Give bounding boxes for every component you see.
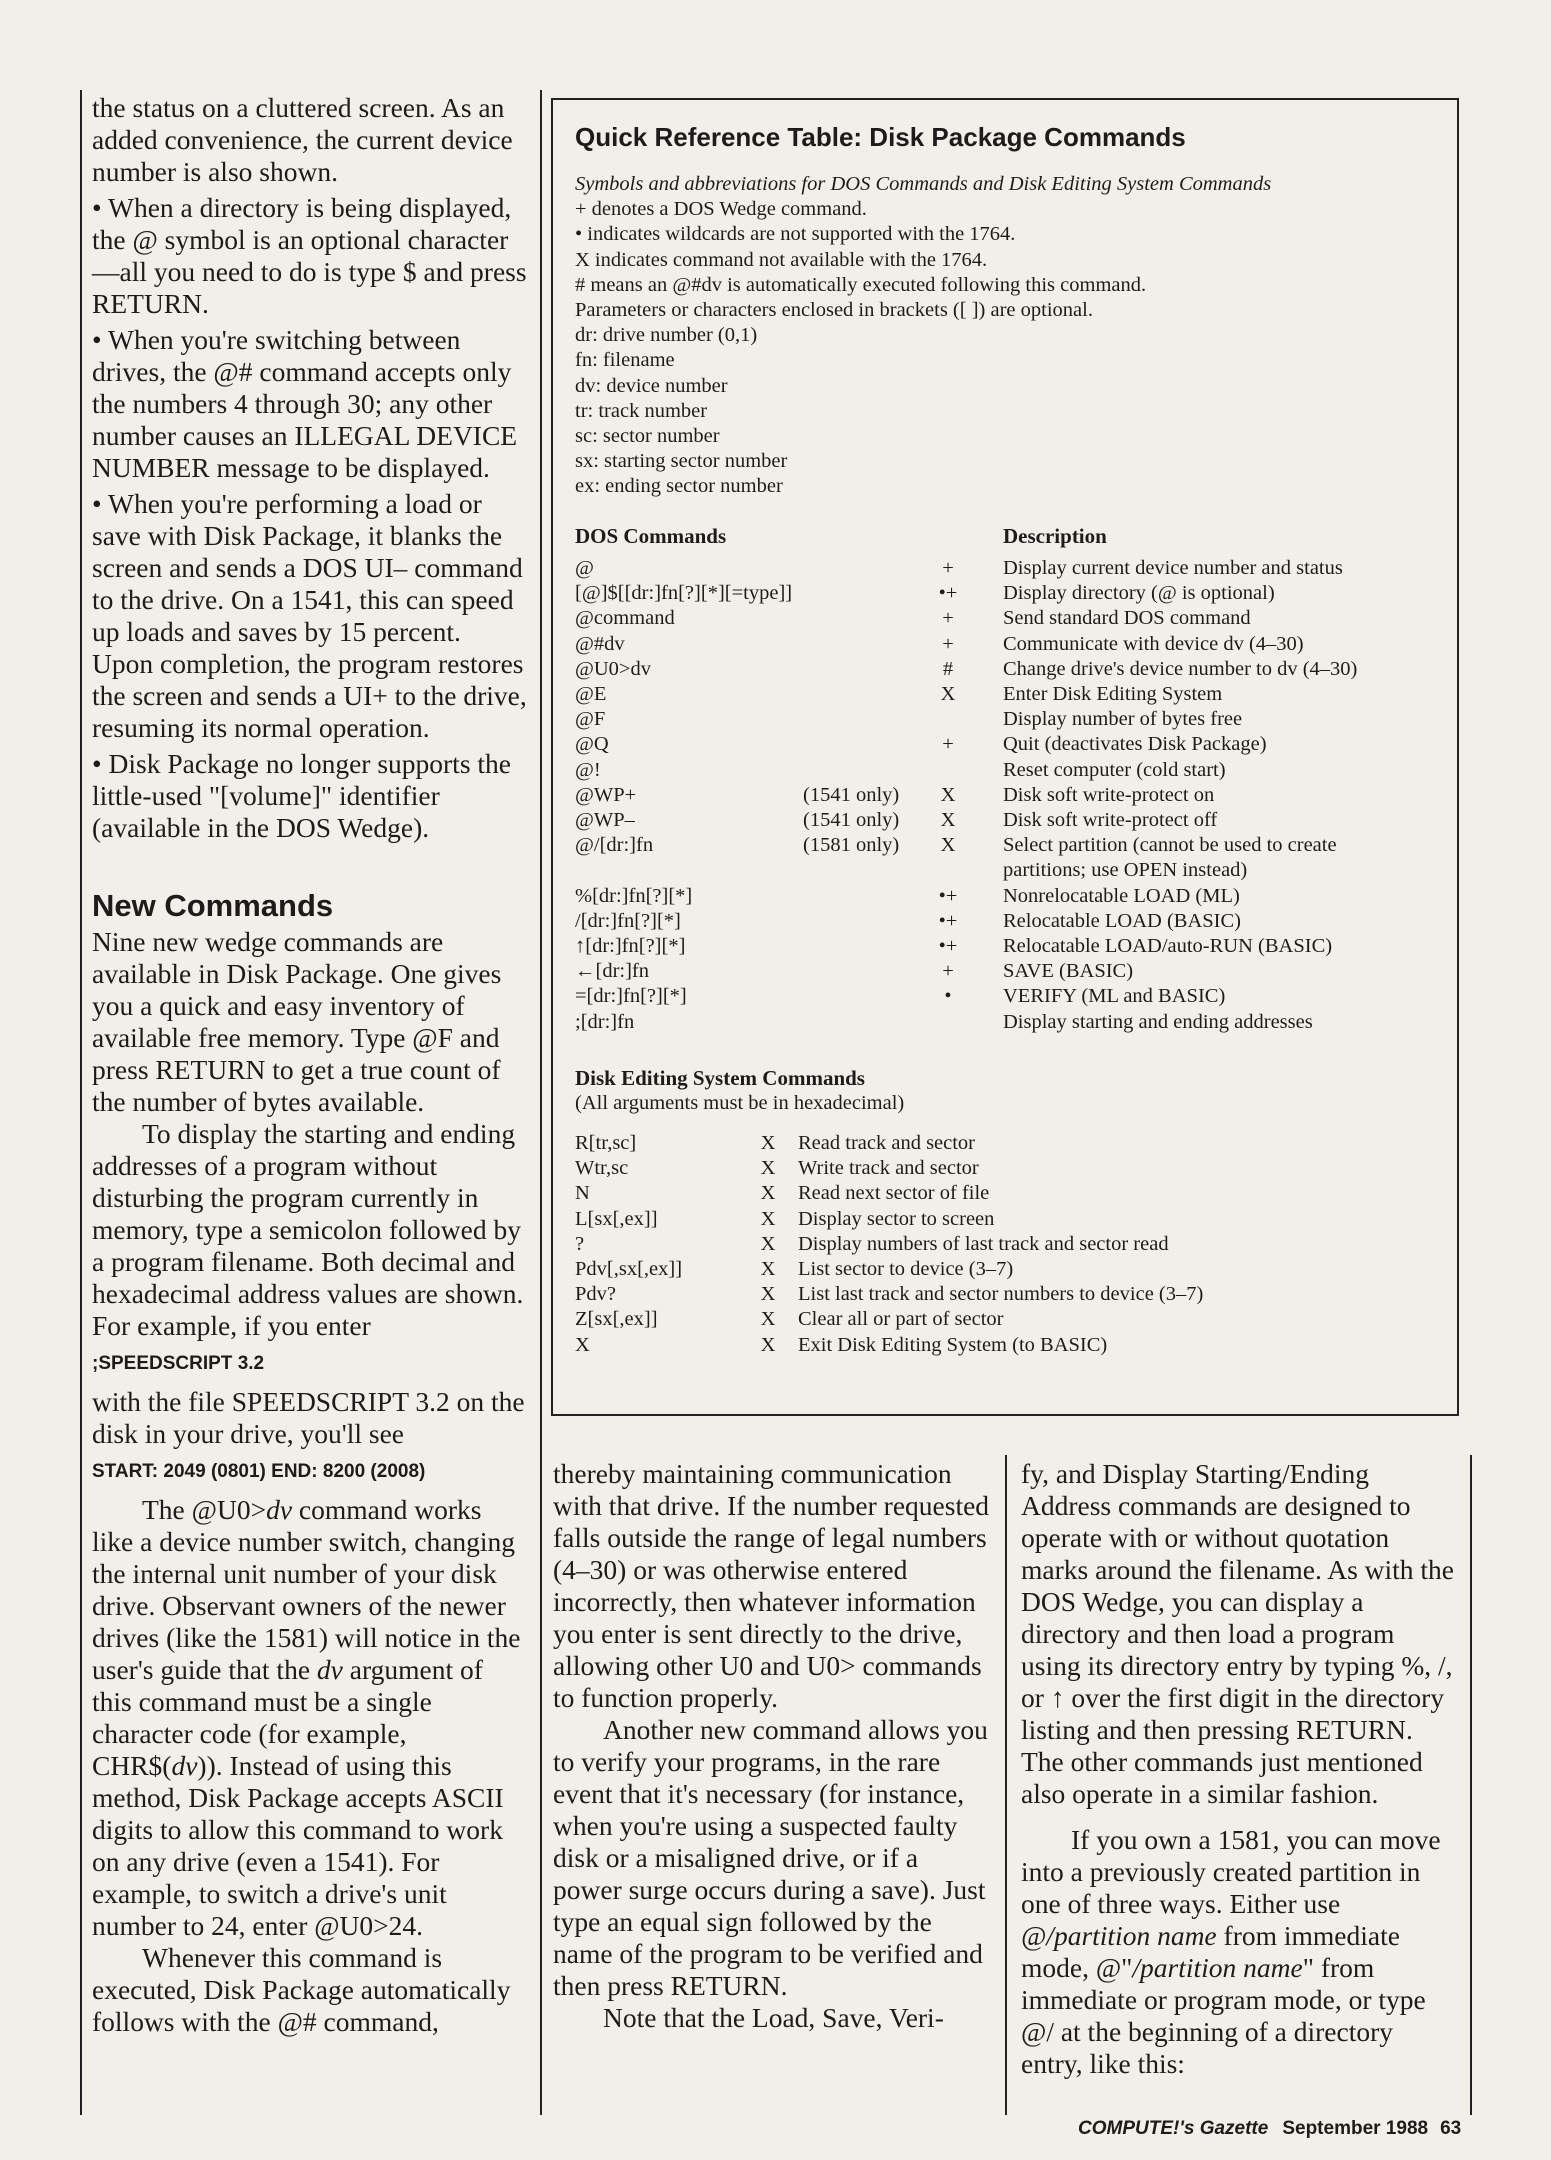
command-syntax: Z[sx[,ex]] — [575, 1308, 658, 1331]
command-note: (1581 only) — [803, 834, 900, 857]
symbol-line: sc: sector number — [575, 425, 720, 448]
command-description: Communicate with device dv (4–30) — [1003, 632, 1304, 655]
symbol-line: Parameters or characters enclosed in brackets ([ ]) are optional. — [575, 299, 1093, 322]
paragraph: Whenever this command is executed, Disk Package automatically follows with the @# command, — [92, 1942, 511, 2037]
command-description: SAVE (BASIC) — [1003, 960, 1134, 983]
column-rule-3 — [1470, 1455, 1472, 2115]
dos-command-row — [553, 959, 1453, 984]
command-syntax: @#dv — [575, 632, 625, 655]
column-4 — [1021, 1458, 1458, 2080]
dos-command-row — [553, 984, 1453, 1009]
issue-date: September 1988 — [1282, 2118, 1429, 2139]
command-description: Exit Disk Editing System (to BASIC) — [798, 1333, 1108, 1356]
dos-command-row — [553, 758, 1453, 783]
command-description: Display sector to screen — [798, 1207, 995, 1230]
command-flag: X — [760, 1333, 776, 1356]
dos-command-row — [553, 581, 1453, 606]
command-flag: X — [760, 1157, 776, 1180]
command-description: Read track and sector — [798, 1132, 976, 1154]
symbol-line: sx: starting sector number — [575, 450, 788, 473]
disk-editing-row — [553, 1282, 1453, 1307]
disk-editing-header: Disk Editing System Commands — [575, 1066, 865, 1090]
disk-editing-subheader: (All arguments must be in hexadecimal) — [575, 1092, 905, 1114]
symbol-line: X indicates command not available with the 1764. — [575, 248, 988, 271]
dos-command-row — [553, 909, 1453, 934]
command-description: Enter Disk Editing System — [1003, 683, 1223, 705]
symbol-line: dr: drive number (0,1) — [575, 324, 758, 347]
paragraph: thereby maintaining communication with that drive. If the number requested falls outside the range of legal numbers (4–30) or was otherwise entered incorrectly, then whatever information you enter is sent directly to the drive, allowing other U0 and U0> commands to function properly. — [553, 1458, 990, 1713]
symbols-title: Symbols and abbreviations for DOS Commands and Disk Editing System Commands — [575, 173, 1272, 195]
command-syntax: N — [575, 1182, 590, 1205]
bullet-paragraph: • Disk Package no longer supports the little-used "[volume]" identifier (available in the DOS Wedge). — [92, 748, 511, 843]
dos-command-row — [553, 934, 1453, 959]
command-description: Display numbers of last track and sector read — [798, 1232, 1169, 1255]
paragraph: the status on a cluttered screen. As an added convenience, the current device number is also shown. — [92, 92, 513, 187]
command-description: Quit (deactivates Disk Package) — [1003, 733, 1267, 756]
command-flag: + — [942, 960, 954, 983]
disk-editing-row — [553, 1232, 1453, 1257]
command-flag: + — [942, 632, 954, 655]
description-header: Description — [1003, 524, 1107, 548]
quick-reference-box — [551, 98, 1459, 1416]
command-syntax: @F — [575, 708, 606, 731]
command-syntax: L[sx[,ex]] — [575, 1207, 658, 1230]
command-flag: + — [942, 557, 954, 579]
paragraph: Nine new wedge commands are available in Disk Package. One gives you a quick and easy inventory of available free memory. Type @F and press RETURN to get a true count of the number of bytes available. — [92, 926, 502, 1117]
text-run: from immediate mode, @" — [1021, 1920, 1400, 1983]
command-flag: X — [760, 1207, 776, 1230]
command-flag: •+ — [938, 884, 958, 907]
command-description: Relocatable LOAD (BASIC) — [1003, 909, 1241, 932]
command-syntax: @command — [575, 607, 675, 630]
paragraph — [92, 1494, 528, 1942]
dos-command-row — [553, 707, 1453, 732]
code-output: START: 2049 (0801) END: 8200 (2008) — [92, 1461, 426, 1482]
command-flag: + — [942, 607, 954, 630]
italic-term: dv — [266, 1494, 293, 1525]
dos-command-row — [553, 732, 1453, 757]
dos-command-row — [553, 657, 1453, 682]
symbol-line: + denotes a DOS Wedge command. — [575, 198, 867, 221]
command-syntax: @U0>dv — [575, 657, 651, 680]
command-description: Disk soft write-protect off — [1003, 809, 1218, 831]
command-description: Display starting and ending addresses — [1003, 1010, 1313, 1033]
dos-commands-header: DOS Commands — [575, 524, 727, 548]
column-3 — [553, 1458, 990, 2034]
command-description: Display directory (@ is optional) — [1003, 582, 1275, 605]
command-flag: X — [940, 834, 956, 857]
column-1 — [92, 92, 528, 2038]
paragraph: Another new command allows you to verify your programs, in the rare event that it's necessary (for instance, when you're using a suspected faulty disk or a misaligned drive, or if a power surge occurs during a save). Just type an equal sign followed by the name of the program to be verified and then press RETURN. — [553, 1714, 988, 2001]
box-title: Quick Reference Table: Disk Package Commands — [575, 122, 1186, 152]
bullet-paragraph: • When you're switching between drives, the @# command accepts only the numbers 4 through 30; any other number causes an ILLEGAL DEVICE NUMBER message to be displayed. — [92, 324, 518, 483]
symbol-line: dv: device number — [575, 374, 728, 397]
symbol-line: • indicates wildcards are not supported with the 1764. — [575, 223, 1016, 246]
command-flag: X — [760, 1308, 776, 1331]
command-flag: X — [760, 1232, 776, 1255]
command-description: Clear all or part of sector — [798, 1308, 1004, 1331]
command-description: Nonrelocatable LOAD (ML) — [1003, 884, 1240, 907]
command-description: Display current device number and status — [1003, 557, 1343, 579]
symbol-line: # means an @#dv is automatically executed following this command. — [575, 273, 1147, 296]
command-description: Read next sector of file — [798, 1182, 990, 1205]
section-heading: New Commands — [92, 888, 334, 923]
command-syntax: R[tr,sc] — [575, 1132, 637, 1154]
paragraph: with the file SPEEDSCRIPT 3.2 on the disk in your drive, you'll see — [92, 1386, 525, 1449]
page-footer — [1078, 2118, 1461, 2140]
command-flag: X — [760, 1132, 776, 1154]
command-syntax: %[dr:]fn[?][*] — [575, 884, 693, 907]
italic-term: dv — [316, 1654, 343, 1685]
command-description: Write track and sector — [798, 1157, 979, 1180]
command-syntax: ←[dr:]fn — [575, 960, 650, 983]
dos-command-row — [553, 783, 1453, 808]
command-flag: + — [942, 733, 954, 756]
command-syntax: [@]$[[dr:]fn[?][*][=type]] — [575, 582, 793, 605]
command-description: Reset computer (cold start) — [1003, 758, 1226, 781]
command-description: Select partition (cannot be used to create — [1003, 834, 1337, 857]
command-syntax: X — [575, 1333, 590, 1356]
symbol-line: fn: filename — [575, 349, 675, 372]
italic-term: /partition name — [1132, 1952, 1303, 1983]
command-flag: X — [760, 1182, 776, 1205]
command-syntax: @WP– — [575, 809, 635, 831]
command-syntax: Pdv? — [575, 1283, 616, 1306]
text-run: command works like a device number switch, changing the internal unit number of your disk drive. Observant owners of the newer drives (like the 1581) will notice in the user's guide that the — [92, 1494, 521, 1685]
command-description: Relocatable LOAD/auto-RUN (BASIC) — [1003, 935, 1333, 957]
command-description: Change drive's device number to dv (4–30) — [1003, 657, 1358, 680]
command-description: Send standard DOS command — [1003, 607, 1251, 630]
command-syntax: Wtr,sc — [575, 1157, 629, 1180]
command-description: partitions; use OPEN instead) — [1003, 859, 1248, 882]
command-flag: # — [942, 657, 954, 680]
command-syntax: ↑[dr:]fn[?][*] — [575, 935, 686, 957]
command-note: (1541 only) — [803, 783, 900, 806]
column-rule-1 — [540, 90, 542, 2115]
text-run: )). Instead of using this method, Disk Package accepts ASCII digits to allow this command to work on any drive (even a 1541). For example, to switch a drive's unit number to 24, enter @U0>24. — [92, 1750, 504, 1941]
dos-command-row — [553, 833, 1453, 858]
symbol-line: tr: track number — [575, 399, 708, 422]
disk-editing-row — [553, 1181, 1453, 1206]
command-flag: •+ — [938, 935, 958, 957]
code-example: ;SPEEDSCRIPT 3.2 — [92, 1353, 265, 1374]
column-rule-left — [80, 90, 82, 2115]
disk-editing-row — [553, 1156, 1453, 1181]
dos-command-row — [553, 858, 1453, 883]
command-flag: X — [760, 1283, 776, 1306]
command-syntax: @! — [575, 758, 601, 781]
text-run: argument of this command must be a single character code (for example, CHR$( — [92, 1654, 483, 1781]
command-flag: X — [940, 809, 956, 831]
command-flag: • — [944, 985, 952, 1008]
command-flag: •+ — [938, 582, 958, 605]
dos-command-row — [553, 682, 1453, 707]
command-description: Disk soft write-protect on — [1003, 783, 1215, 806]
disk-editing-row — [553, 1333, 1453, 1358]
dos-command-row — [553, 884, 1453, 909]
command-note: (1541 only) — [803, 809, 900, 831]
dos-command-row — [553, 556, 1453, 581]
publication-name: COMPUTE!'s Gazette — [1078, 2118, 1269, 2139]
text-run: The @U0> — [142, 1494, 267, 1525]
dos-command-row — [553, 808, 1453, 833]
command-syntax: @E — [575, 683, 607, 705]
paragraph — [1021, 1824, 1458, 2080]
dos-command-row — [553, 1010, 1453, 1035]
disk-editing-row — [553, 1257, 1453, 1282]
command-flag: •+ — [938, 909, 958, 932]
command-flag: X — [940, 683, 956, 705]
italic-term: @/partition name — [1021, 1920, 1217, 1951]
paragraph: fy, and Display Starting/Ending Address commands are designed to operate with or without quotation marks around the filename. As with the DOS Wedge, you can display a directory and then load a program using its directory entry by typing %, /, or ↑ over the first digit in the directory listing and then pressing RETURN. The other commands just mentioned also operate in a similar fashion. — [1021, 1458, 1455, 1809]
command-flag: X — [760, 1258, 776, 1280]
bullet-paragraph: • When a directory is being displayed, the @ symbol is an optional character—all you need to do is type $ and press RETURN. — [92, 192, 527, 319]
command-description: List last track and sector numbers to device (3–7) — [798, 1283, 1204, 1306]
disk-editing-row — [553, 1207, 1453, 1232]
command-syntax: ? — [575, 1232, 585, 1255]
disk-editing-row — [553, 1307, 1453, 1332]
command-syntax: =[dr:]fn[?][*] — [575, 985, 687, 1008]
command-flag: X — [940, 783, 956, 806]
paragraph: Note that the Load, Save, Veri- — [603, 2002, 944, 2033]
command-syntax: Pdv[,sx[,ex]] — [575, 1258, 683, 1280]
page-number: 63 — [1440, 2118, 1462, 2139]
symbols-legend — [575, 172, 1271, 500]
command-syntax: @Q — [575, 733, 609, 756]
dos-command-row — [553, 632, 1453, 657]
text-run: If you own a 1581, you can move into a previously created partition in one of three ways. Either use — [1021, 1824, 1441, 1919]
italic-term: dv — [171, 1750, 198, 1781]
symbol-line: ex: ending sector number — [575, 475, 783, 498]
command-syntax: /[dr:]fn[?][*] — [575, 909, 681, 932]
column-rule-2 — [1005, 1455, 1007, 2115]
paragraph: To display the starting and ending addresses of a program without disturbing the program currently in memory, type a semicolon followed by a program filename. Both decimal and hexadecimal address values are shown. For example, if you enter — [92, 1118, 524, 1341]
text-run: " from immediate or program mode, or type @/ at the beginning of a directory entry, like this: — [1021, 1952, 1426, 2079]
bullet-paragraph: • When you're performing a load or save with Disk Package, it blanks the screen and sends a DOS UI– command to the drive. On a 1541, this can speed up loads and saves by 15 percent. Upon completion, the program restores the screen and sends a UI+ to the drive, resuming its normal operation. — [92, 488, 527, 743]
command-description: Display number of bytes free — [1003, 708, 1243, 731]
command-syntax: @WP+ — [575, 783, 637, 806]
disk-editing-row — [553, 1131, 1453, 1156]
command-description: VERIFY (ML and BASIC) — [1003, 985, 1226, 1008]
command-syntax: @ — [575, 557, 594, 579]
command-syntax: ;[dr:]fn — [575, 1010, 635, 1033]
dos-command-row — [553, 606, 1453, 631]
command-syntax: @/[dr:]fn — [575, 834, 654, 857]
command-description: List sector to device (3–7) — [798, 1258, 1014, 1280]
